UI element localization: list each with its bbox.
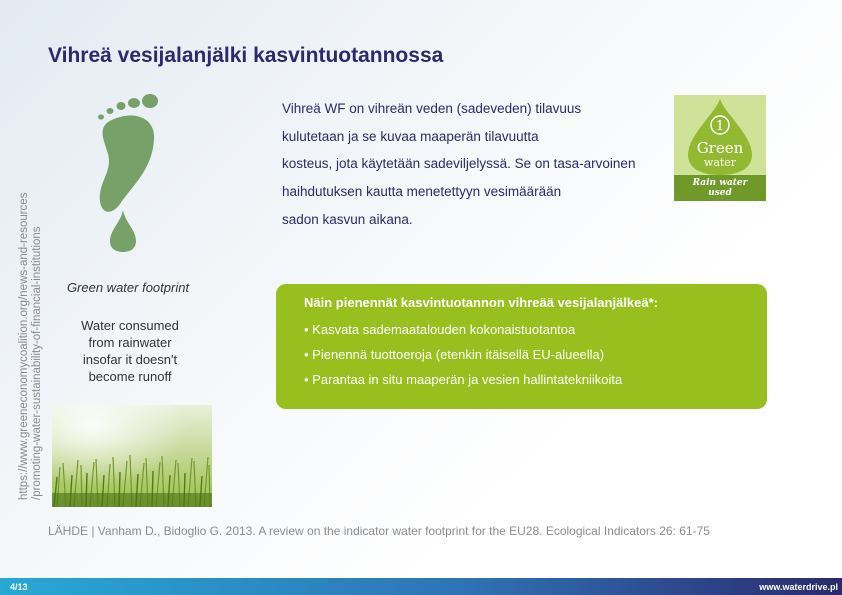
website-link[interactable]: www.waterdrive.pl [759,582,838,592]
page-title: Vihreä vesijalanjälki kasvintuotannossa [48,44,444,67]
source-citation: LÄHDE | Vanham D., Bidoglio G. 2013. A review on the indicator water footprint for the EU28. Ecological Indicators 26: 61-75 [48,524,710,538]
intro-line: haihdutuksen kautta menetettyyn vesimäärään [282,184,562,200]
intro-line: sadon kasvun aikana. [282,211,413,227]
page-number: 4/13 [10,582,28,592]
illustration-label: Green water footprint [66,280,190,295]
badge-caption [674,175,766,201]
intro-line: kulutetaan ja se kuvaa maaperän tilavuutta [282,128,539,144]
illustration-description [60,317,200,385]
footer-bar [0,578,842,595]
tips-item: • Pienennä tuottoeroja (etenkin itäisellä EU-alueella) [304,347,605,362]
description-line: become runoff [88,369,172,384]
tips-item: • Kasvata sademaatalouden kokonaistuotantoa [304,322,576,337]
badge-word-water: water [703,156,737,169]
green-water-badge [674,95,766,201]
badge-caption-line: used [708,188,732,198]
intro-line: Vihreä WF on vihreän veden (sadeveden) tilavuus [282,101,582,116]
intro-text [282,95,662,234]
grass-photo [52,405,212,507]
description-line: insofar it doesn't [82,352,178,367]
footprint-icon [86,92,164,252]
badge-word-green: Green [696,139,744,157]
tips-box [276,284,767,409]
intro-line: kosteus, jota käytetään sadeviljelyssä. Se on tasa-arvoinen [282,156,636,172]
side-url-line-1: https://www.greeneconomycoalition.org/news-and-resources [18,192,30,500]
side-source-url [18,170,44,500]
description-line: Water consumed [81,318,179,333]
water-drop-icon [674,95,766,175]
tips-heading: Näin pienennät kasvintuotannon vihreää vesijalanjälkeä*: [304,295,659,310]
badge-number: 1 [715,119,725,134]
description-line: from rainwater [88,335,172,350]
badge-caption-line: Rain water [692,178,748,188]
tips-item: • Parantaa in situ maaperän ja vesien hallintatekniikoita [304,372,623,387]
side-url-line-2: /promoting-water-sustainability-of-financial-institutions [31,226,43,500]
